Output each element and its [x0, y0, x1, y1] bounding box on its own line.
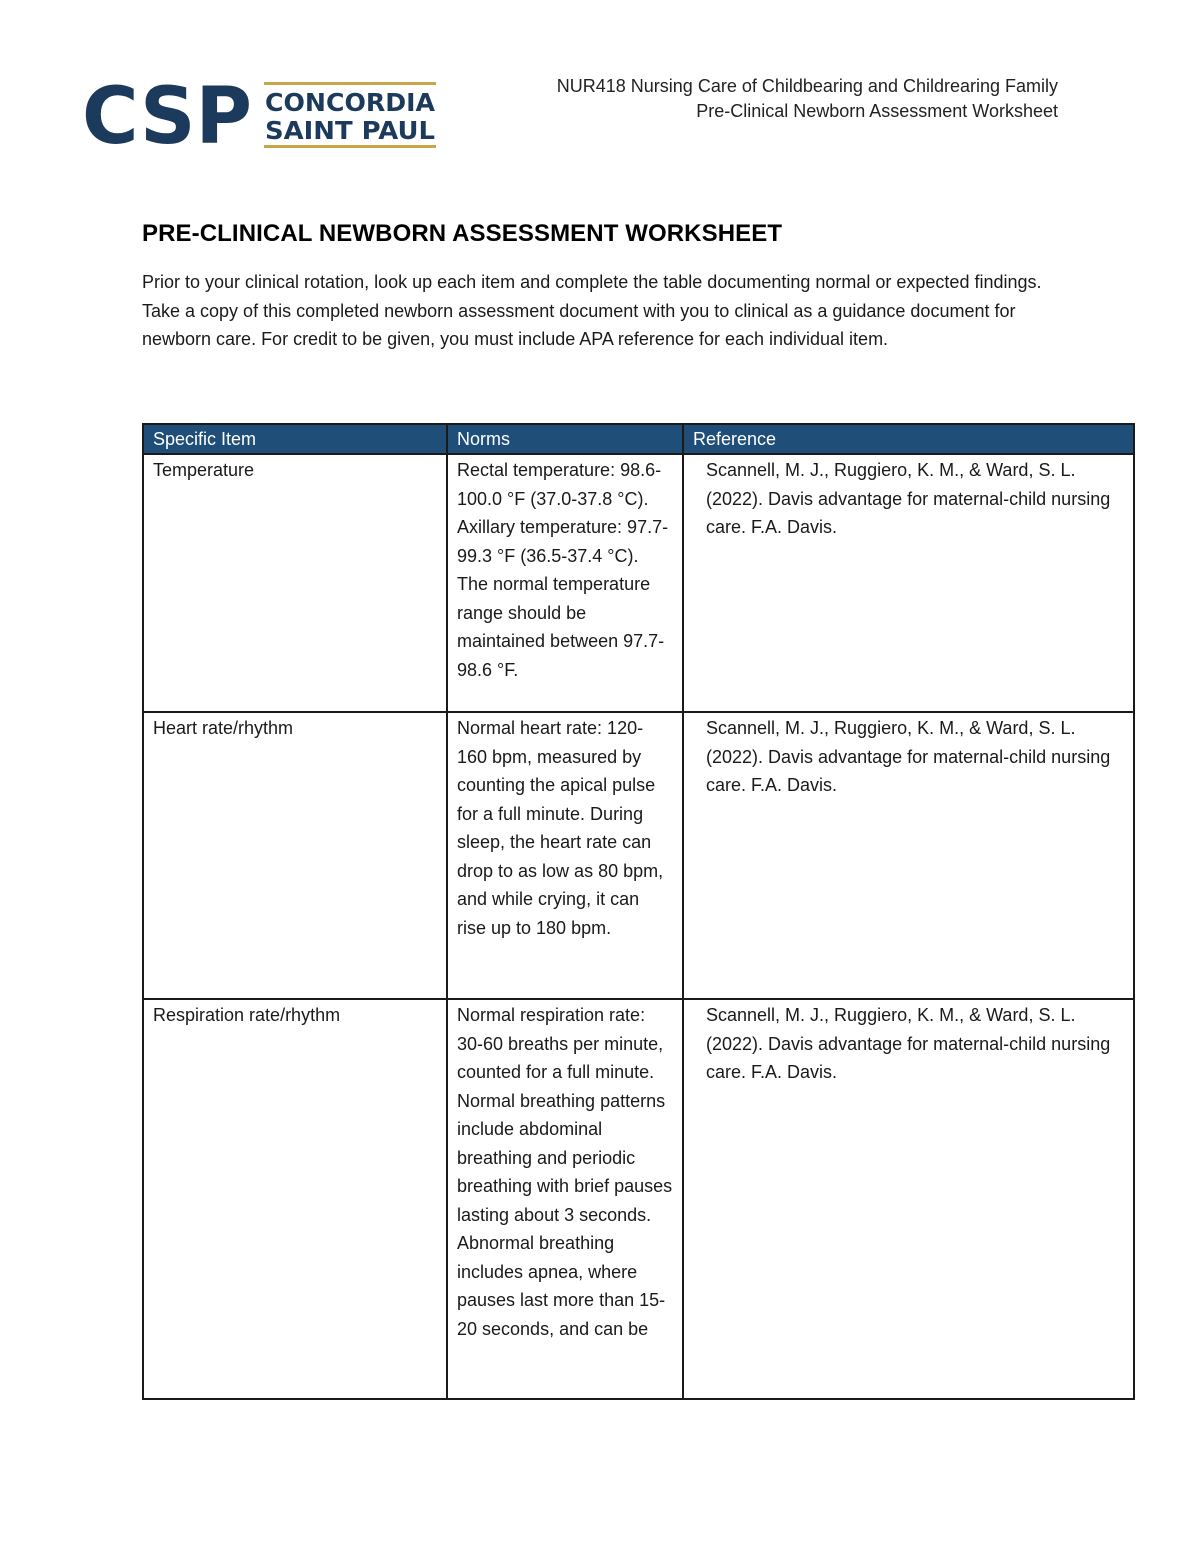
logo-name-line1: CONCORDIA — [265, 88, 436, 117]
table-row — [143, 454, 1134, 712]
csp-logo — [82, 80, 438, 150]
table-row — [143, 999, 1134, 1399]
reference-cell: Scannell, M. J., Ruggiero, K. M., & Ward, S. L. (2022). Davis advantage for maternal-child nursing care. F.A. Davis. — [683, 712, 1134, 999]
item-cell: Heart rate/rhythm — [143, 712, 447, 999]
instructions-paragraph: Prior to your clinical rotation, look up each item and complete the table documenting normal or expected findings. Take a copy of this completed newborn assessment document with you to clinical as a guidance document for newborn care. For credit to be given, you must include APA reference for each individual item. — [142, 272, 1042, 349]
norms-cell: Normal respiration rate: 30-60 breaths per minute, counted for a full minute. Normal breathing patterns include abdominal breathing and periodic breathing with brief pauses lasting about 3 seconds. Abnormal breathing includes apnea, where pauses last more than 15-20 seconds, and can be — [447, 999, 683, 1399]
logo-initials: CSP — [82, 80, 252, 150]
header-specific-item: Specific Item — [143, 424, 447, 454]
norms-cell: Normal heart rate: 120-160 bpm, measured by counting the apical pulse for a full minute. During sleep, the heart rate can drop to as low as 80 bpm, and while crying, it can rise up to 180 bpm. — [447, 712, 683, 999]
running-header — [557, 74, 1058, 124]
logo-rule-top — [264, 82, 436, 85]
header-reference: Reference — [683, 424, 1134, 454]
table-row — [143, 712, 1134, 999]
header-norms: Norms — [447, 424, 683, 454]
reference-cell: Scannell, M. J., Ruggiero, K. M., & Ward, S. L. (2022). Davis advantage for maternal-child nursing care. F.A. Davis. — [683, 999, 1134, 1399]
item-cell: Temperature — [143, 454, 447, 712]
reference-cell: Scannell, M. J., Ruggiero, K. M., & Ward, S. L. (2022). Davis advantage for maternal-child nursing care. F.A. Davis. — [683, 454, 1134, 712]
logo-name-line2: SAINT PAUL — [265, 116, 436, 145]
table-header-row — [143, 424, 1134, 454]
assessment-table — [142, 423, 1135, 1400]
worksheet-subtitle: Pre-Clinical Newborn Assessment Worksheet — [696, 101, 1058, 121]
logo-rule-bottom — [264, 145, 436, 148]
norms-cell: Rectal temperature: 98.6-100.0 °F (37.0-37.8 °C). Axillary temperature: 97.7-99.3 °F (36.5-37.4 °C). The normal temperature range should be maintained between 97.7-98.6 °F. — [447, 454, 683, 712]
course-title: NUR418 Nursing Care of Childbearing and Childrearing Family — [556, 76, 1058, 96]
page-title: PRE-CLINICAL NEWBORN ASSESSMENT WORKSHEET — [142, 220, 783, 247]
item-cell: Respiration rate/rhythm — [143, 999, 447, 1399]
